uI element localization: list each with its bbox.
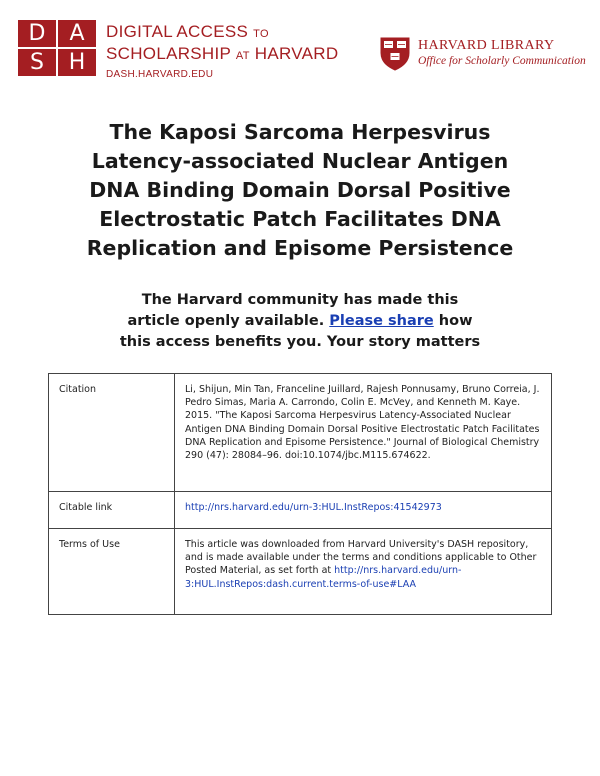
dash-url[interactable]: DASH.HARVARD.EDU <box>106 69 214 80</box>
citation-text: Li, Shijun, Min Tan, Franceline Juillard, Rajesh Ponnusamy, Bruno Correia, J. Pedro Simas, Maria A. Carrondo, Colin E. McVey, and Kenneth M. Kaye. 2015. "The Kaposi Sarcoma Herpesvirus Latency-Associated Nuclear Antigen DNA Binding Domain Dorsal Positive Electrostatic Patch Facilitates DNA Replication and Episome Persistence." Journal of Biological Chemistry 290 (47): 28084–96. doi:10.1074/jbc.M115.674622. <box>175 374 552 492</box>
dash-logo <box>18 20 96 76</box>
terms-label: Terms of Use <box>49 529 175 615</box>
title-line: The Kaposi Sarcoma Herpesvirus <box>109 120 491 144</box>
library-subtitle: Office for Scholarly Communication <box>418 55 586 67</box>
logo-letter-a: A <box>69 21 85 46</box>
metadata-table <box>48 373 552 615</box>
logo-letter-s: S <box>30 50 44 75</box>
terms-link[interactable]: http://nrs.harvard.edu/urn-3:HUL.InstRepos:dash.current.terms-of-use#LAA <box>185 565 462 590</box>
notice-line1: The Harvard community has made this <box>141 292 459 308</box>
table-row <box>49 529 552 615</box>
library-name: HARVARD LIBRARY <box>418 38 555 53</box>
title-line: Replication and Episome Persistence <box>86 236 514 260</box>
dash-wordmark-line2: SCHOLARSHIP AT HARVARD <box>106 44 339 63</box>
citable-link-label: Citable link <box>49 492 175 529</box>
harvard-library-wordmark <box>418 38 586 68</box>
dash-wordmark <box>106 22 338 80</box>
dash-wordmark-line1: DIGITAL ACCESS TO <box>106 22 269 41</box>
terms-text: This article was downloaded from Harvard University's DASH repository, and is made available under the terms and conditions applicable to Other Posted Material, as set forth at <box>185 539 537 577</box>
citable-link-cell <box>175 492 552 529</box>
citable-link[interactable]: http://nrs.harvard.edu/urn-3:HUL.InstRepos:41542973 <box>185 502 442 513</box>
article-title <box>40 118 560 263</box>
title-line: Electrostatic Patch Facilitates DNA <box>99 207 501 231</box>
citation-label: Citation <box>49 374 175 492</box>
notice-line3: this access benefits you. Your story matters <box>119 334 481 350</box>
table-row <box>49 492 552 529</box>
community-notice <box>60 290 540 353</box>
please-share-link[interactable]: Please share <box>329 313 434 329</box>
terms-cell <box>175 529 552 615</box>
logo-letter-h: H <box>68 50 86 75</box>
logo-letter-d: D <box>28 21 46 46</box>
title-line: DNA Binding Domain Dorsal Positive <box>89 178 511 202</box>
harvard-shield-icon <box>380 37 410 71</box>
title-line: Latency-associated Nuclear Antigen <box>91 149 509 173</box>
notice-line2: article openly available. Please share how <box>127 313 473 329</box>
table-row <box>49 374 552 492</box>
